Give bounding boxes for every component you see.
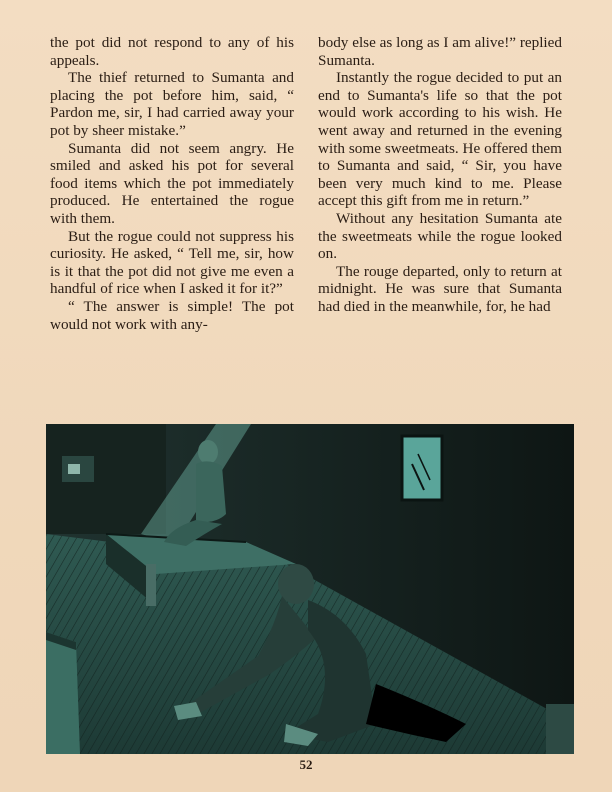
paragraph: “ The answer is simple! The pot would not work with any- [50, 297, 294, 333]
paragraph: The rouge departed, only to return at midnight. He was sure that Sumanta had died in the meanwhile, for, he had [318, 262, 562, 315]
paragraph: But the rogue could not suppress his curiosity. He asked, “ Tell me, sir, how is it that the pot did not give me even a handful of rice when I asked it for it?” [50, 227, 294, 298]
page-number: 52 [299, 757, 313, 772]
bench [46, 632, 80, 754]
paragraph: Instantly the rogue decided to put an end to Sumanta's life so that the pot would work according to his wish. He went away and returned in the evening with some sweetmeats. He offered them to Sumanta and said, “ Sir, you have been very much kind to me. Please accept this gift from me in return.” [318, 69, 562, 210]
paragraph: the pot did not respond to any of his appeals. [50, 34, 294, 69]
window [402, 436, 442, 500]
left-text-column [50, 34, 294, 333]
paragraph: Sumanta did not seem angry. He smiled and asked his pot for several food items which the pot immediately produced. He entertained the rogue with them. [50, 139, 294, 227]
story-illustration [46, 424, 574, 754]
paragraph: Without any hesitation Sumanta ate the sweetmeats while the rogue looked on. [318, 209, 562, 263]
night-scene-illustration [46, 424, 574, 754]
paragraph: body else as long as I am alive!” replied Sumanta. [318, 34, 562, 69]
right-text-column [318, 34, 562, 316]
paragraph: The thief returned to Sumanta and placing the pot before him, said, “ Pardon me, sir, I had carried away your pot by sheer mistake.” [50, 69, 294, 139]
sitting-figure [198, 440, 218, 464]
